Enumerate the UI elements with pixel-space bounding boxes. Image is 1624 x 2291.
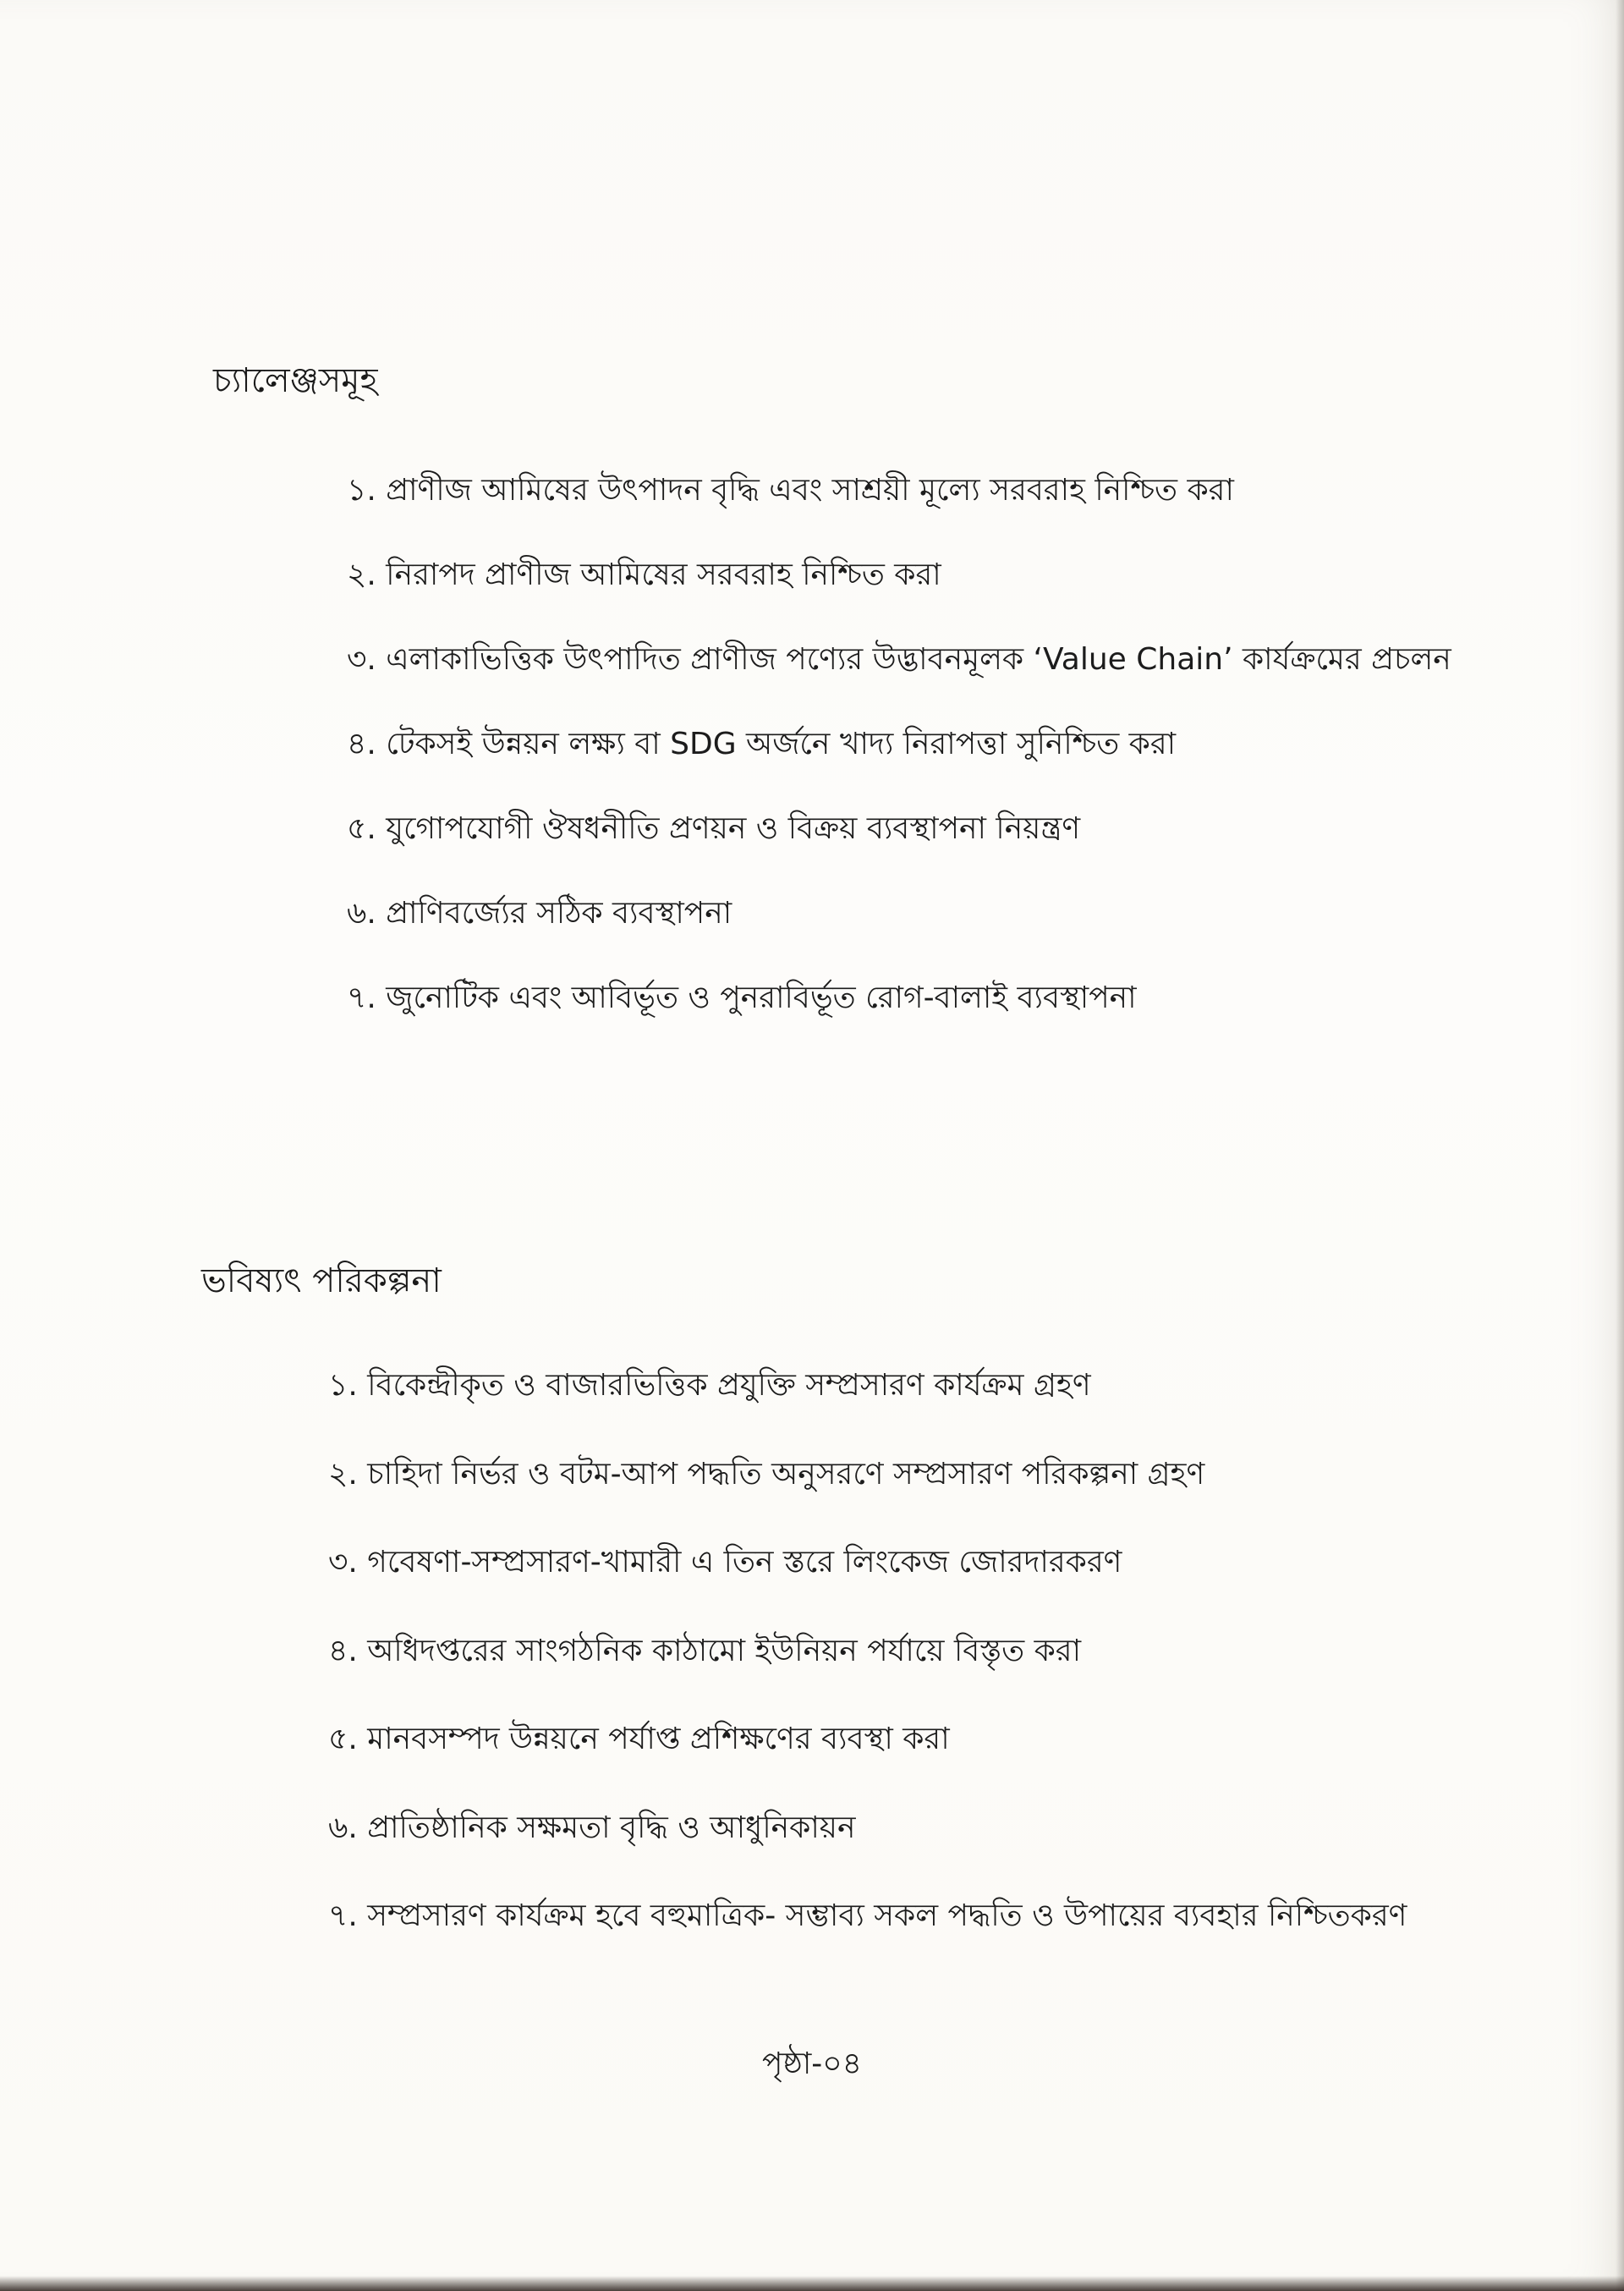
challenges-list	[347, 475, 1451, 1068]
list-item: ৩. গবেষণা-সম্প্রসারণ-খামারী এ তিন স্তরে লিংকেজ জোরদারকরণ	[328, 1545, 1122, 1580]
page-edge-shadow	[1616, 0, 1624, 2291]
future-plans-heading: ভবিষ্যৎ পরিকল্পনা	[201, 1261, 442, 1300]
list-item: ৬. প্রাণিবর্জ্যের সঠিক ব্যবস্থাপনা	[347, 896, 732, 931]
page-bottom-shadow	[0, 2276, 1624, 2291]
list-item: ২. নিরাপদ প্রাণীজ আমিষের সরবরাহ নিশ্চিত করা	[347, 558, 941, 592]
list-item: ৪. টেকসই উন্নয়ন লক্ষ্য বা SDG অর্জনে খাদ্য নিরাপত্তা সুনিশ্চিত করা	[347, 727, 1177, 761]
list-item: ৭. জুনোটিক এবং আবির্ভূত ও পুনরাবির্ভূত রোগ-বালাই ব্যবস্থাপনা	[347, 981, 1137, 1015]
future-plans-list	[328, 1368, 1407, 1990]
list-item: ৪. অধিদপ্তরের সাংগঠনিক কাঠামো ইউনিয়ন পর্যায়ে বিস্তৃত করা	[328, 1633, 1082, 1668]
list-item: ৭. সম্প্রসারণ কার্যক্রম হবে বহুমাত্রিক- সম্ভাব্য সকল পদ্ধতি ও উপায়ের ব্যবহার নিশ্চিতকরণ	[328, 1898, 1407, 1933]
list-item: ৫. মানবসম্পদ উন্নয়নে পর্যাপ্ত প্রশিক্ষণের ব্যবস্থা করা	[328, 1722, 950, 1756]
list-item: ৫. যুগোপযোগী ঔষধনীতি প্রণয়ন ও বিক্রয় ব্যবস্থাপনা নিয়ন্ত্রণ	[347, 811, 1081, 846]
list-item: ৬. প্রাতিষ্ঠানিক সক্ষমতা বৃদ্ধি ও আধুনিকায়ন	[328, 1810, 856, 1845]
list-item: ১. বিকেন্দ্রীকৃত ও বাজারভিত্তিক প্রযুক্তি সম্প্রসারণ কার্যক্রম গ্রহণ	[328, 1368, 1091, 1403]
list-item: ২. চাহিদা নির্ভর ও বটম-আপ পদ্ধতি অনুসরণে সম্প্রসারণ পরিকল্পনা গ্রহণ	[328, 1456, 1205, 1492]
page-number: পৃষ্ঠা-০৪	[761, 2047, 863, 2081]
list-item: ১. প্রাণীজ আমিষের উৎপাদন বৃদ্ধি এবং সাশ্রয়ী মূল্যে সরবরাহ নিশ্চিত করা	[347, 473, 1234, 508]
list-item: ৩. এলাকাভিত্তিক উৎপাদিত প্রাণীজ পণ্যের উদ্ভাবনমূলক ‘Value Chain’ কার্যক্রমের প্রচলন	[347, 642, 1451, 677]
challenges-heading: চ্যালেঞ্জসমূহ	[213, 361, 378, 400]
